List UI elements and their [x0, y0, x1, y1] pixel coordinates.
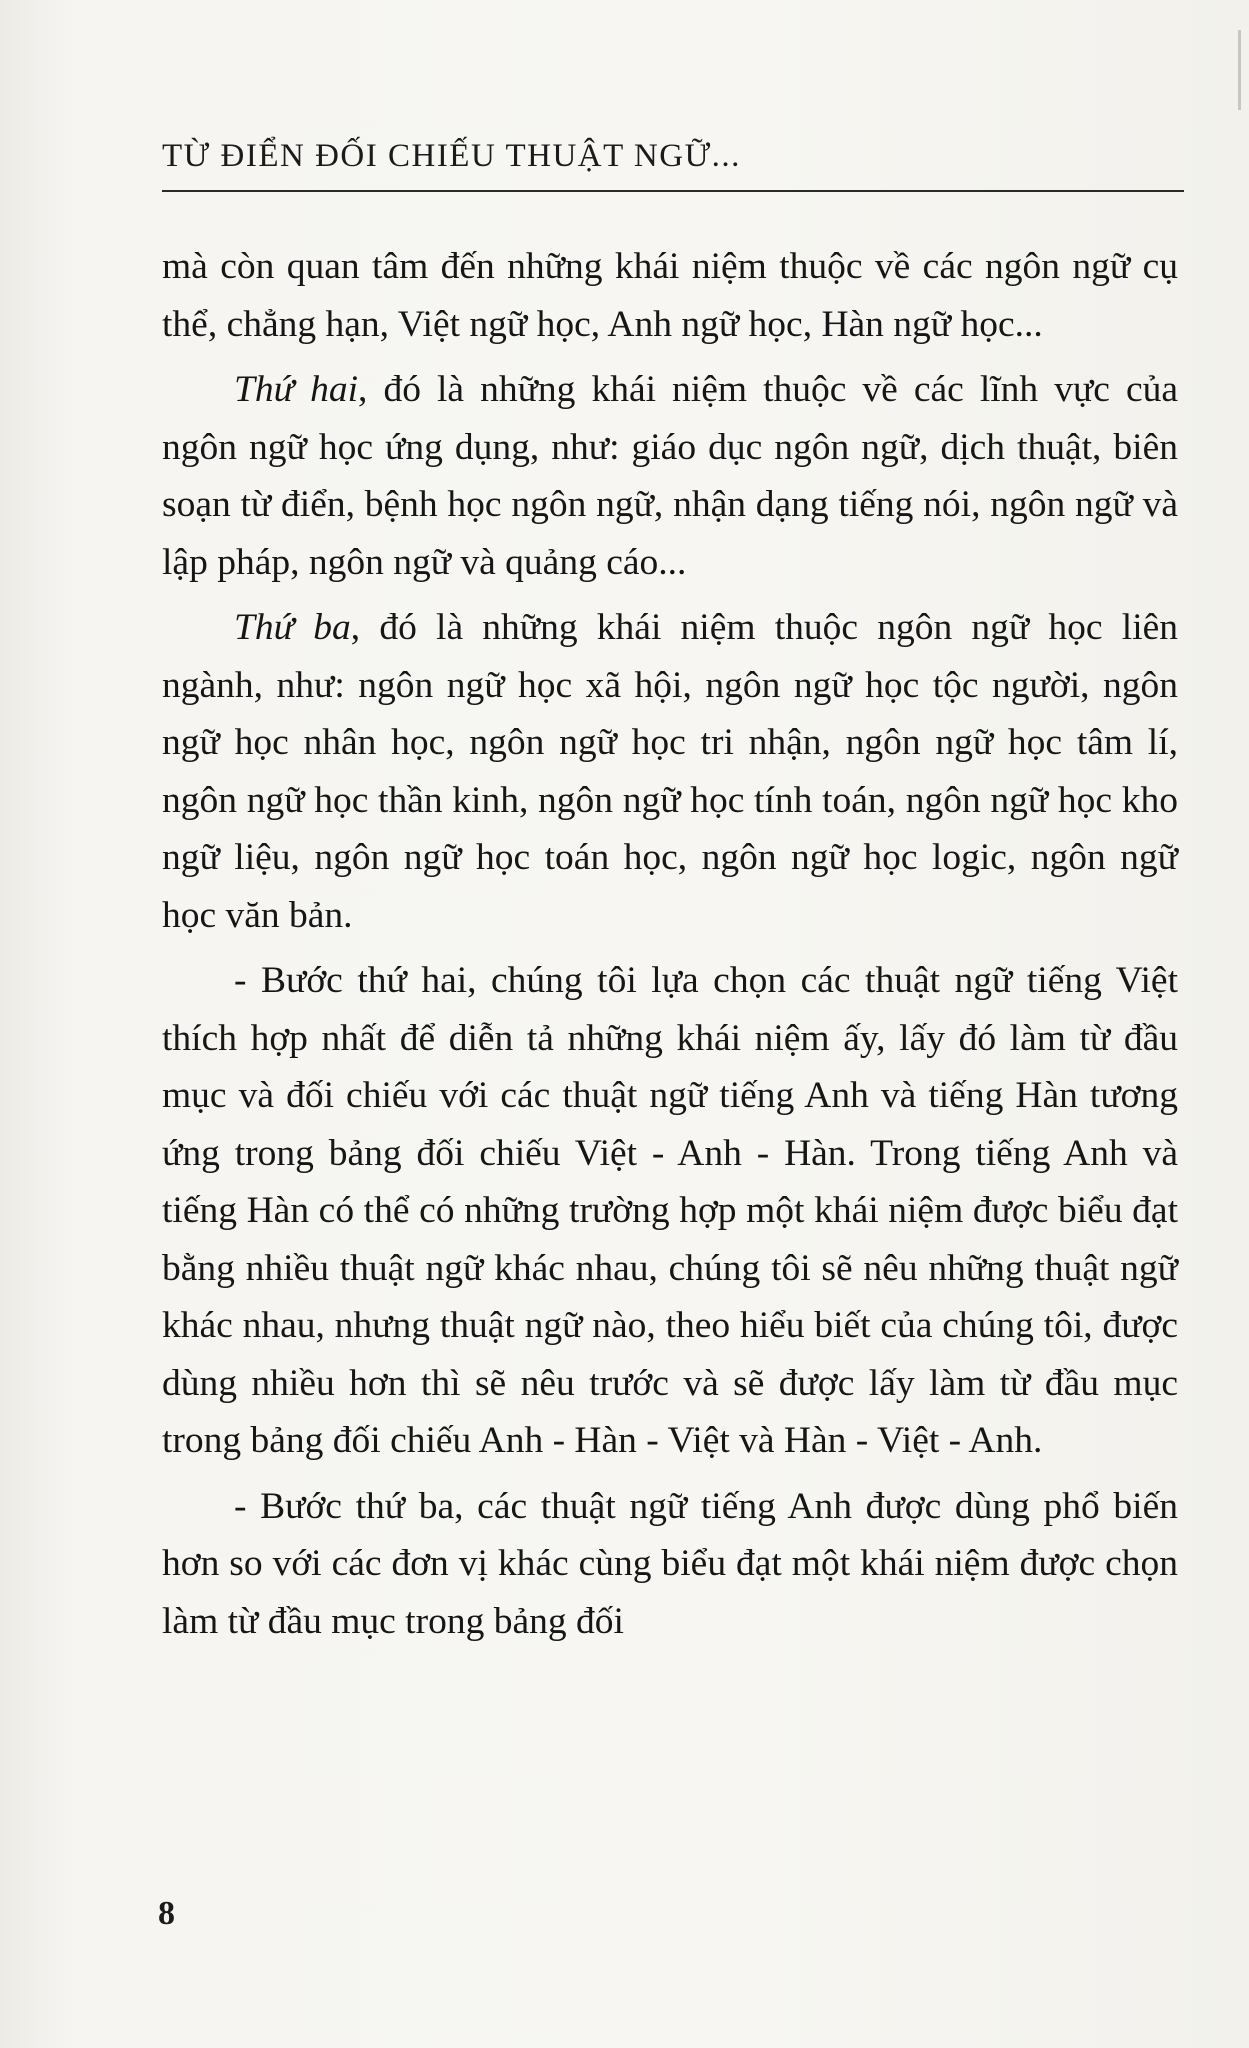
paragraph-lead-italic: Thứ hai: [234, 369, 359, 410]
paragraph-continued: [162, 238, 1178, 353]
page-number: 8: [158, 1895, 175, 1932]
running-header-title: TỪ ĐIỂN ĐỐI CHIẾU THUẬT NGỮ...: [162, 138, 741, 174]
header-rule: [162, 190, 1184, 192]
paragraph-second: [162, 361, 1178, 591]
body-text: [162, 238, 1178, 1650]
paragraph-text: - Bước thứ hai, chúng tôi lựa chọn các thuật ngữ tiếng Việt thích hợp nhất để diễn tả những khái niệm ấy, lấy đó làm từ đầu mục và đối chiếu với các thuật ngữ tiếng Anh và tiếng Hàn tương ứng trong bảng đối chiếu Việt - Anh - Hàn. Trong tiếng Anh và tiếng Hàn có thể có những trường hợp một khái niệm được biểu đạt bằng nhiều thuật ngữ khác nhau, chúng tôi sẽ nêu những thuật ngữ khác nhau, nhưng thuật ngữ nào, theo hiểu biết của chúng tôi, được dùng nhiều hơn thì sẽ nêu trước và sẽ được lấy làm từ đầu mục trong bảng đối chiếu Anh - Hàn - Việt và Hàn - Việt - Anh.: [162, 960, 1178, 1461]
paragraph-text: , đó là những khái niệm thuộc ngôn ngữ học liên ngành, như: ngôn ngữ học xã hội, ngôn ngữ học tộc người, ngôn ngữ học nhân học, ngôn ngữ học tri nhận, ngôn ngữ học tâm lí, ngôn ngữ học thần kinh, ngôn ngữ học tính toán, ngôn ngữ học kho ngữ liệu, ngôn ngữ học toán học, ngôn ngữ học logic, ngôn ngữ học văn bản.: [162, 607, 1179, 936]
paragraph-step-two: [162, 952, 1178, 1470]
paragraph-third: [162, 599, 1178, 944]
paragraph-step-three: [162, 1478, 1178, 1651]
page-edge-mark: [1238, 30, 1241, 110]
paragraph-text: mà còn quan tâm đến những khái niệm thuộc về các ngôn ngữ cụ thể, chẳng hạn, Việt ngữ học, Anh ngữ học, Hàn ngữ học...: [162, 246, 1178, 345]
paragraph-lead-italic: Thứ ba: [234, 607, 351, 648]
paragraph-text: , đó là những khái niệm thuộc về các lĩnh vực của ngôn ngữ học ứng dụng, như: giáo dục ngôn ngữ, dịch thuật, biên soạn từ điển, bệnh học ngôn ngữ, nhận dạng tiếng nói, ngôn ngữ và lập pháp, ngôn ngữ và quảng cáo...: [162, 369, 1179, 583]
paragraph-text: - Bước thứ ba, các thuật ngữ tiếng Anh được dùng phổ biến hơn so với các đơn vị khác cùng biểu đạt một khái niệm được chọn làm từ đầu mục trong bảng đối: [162, 1485, 1178, 1642]
